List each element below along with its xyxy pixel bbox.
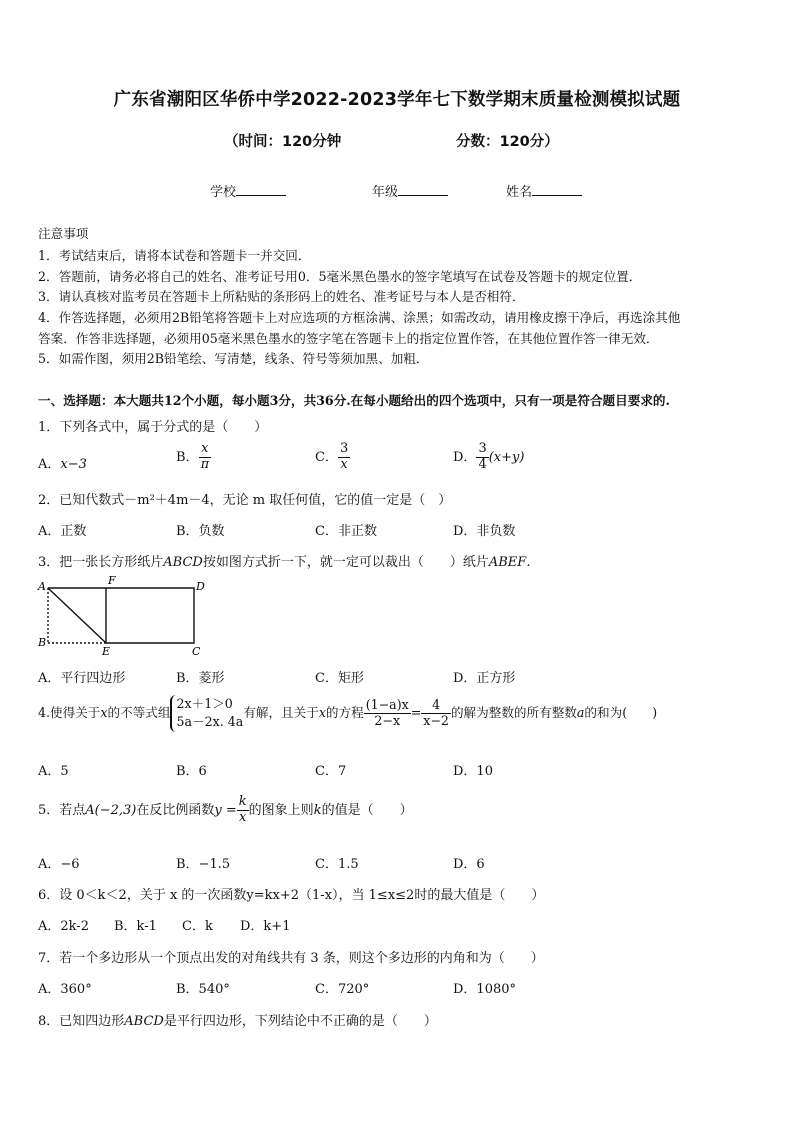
fold-diagonal-ae: [48, 588, 106, 643]
q5-option-b: B．−1.5: [176, 857, 231, 872]
note-item: 3．请认真核对监考员在答题卡上所粘贴的条形码上的姓名、准考证号与本人是否相符．: [38, 289, 525, 304]
q6-option-a: A．2k-2: [38, 919, 89, 934]
grade-blank: [398, 183, 448, 196]
q2-option-d: D．非负数: [453, 524, 516, 539]
q5-option-c: C．1.5: [315, 857, 359, 872]
note-item: 4．作答选择题，必须用2B铅笔将答题卡上对应选项的方框涂满、涂黑；如需改动，请用橡皮擦干净后，再选涂其他: [38, 310, 681, 325]
rect-outline: [48, 588, 194, 643]
q5-option-d: D．6: [453, 857, 485, 872]
label-a: A: [38, 580, 46, 593]
q2-option-b: B．负数: [176, 524, 225, 539]
q7-option-c: C．720°: [315, 982, 370, 997]
notes-heading: 注意事项: [38, 226, 89, 241]
q3-option-d: D．正方形: [453, 671, 516, 686]
q1-option-c: C． $\frac{3}{x}$: [315, 441, 349, 472]
q4-option-d: D．10: [453, 764, 493, 779]
inequality-system: 2x＋1＞0 5a－2x. 4a: [170, 695, 243, 732]
q7-option-b: B．540°: [176, 982, 230, 997]
q7-stem: 7．若一个多边形从一个顶点出发的对角线共有 3 条，则这个多边形的内角和为（ ）: [38, 951, 544, 966]
q4-stem: 4.使得关于x的不等式组 2x＋1＞0 5a－2x. 4a 有解，且关于x的方程 $\frac{(1-a)x}{2-x}$ = $\frac{4}{x-2}$ 的解为整数的所有整数a的和为( ): [38, 695, 657, 732]
q6-option-d: D．k+1: [240, 919, 291, 934]
q4-option-c: C．7: [315, 764, 347, 779]
q1-option-b: B． $\frac{x}{\pi}$: [176, 441, 210, 472]
name-label: 姓名: [506, 185, 533, 200]
name-field: [506, 181, 582, 200]
exam-time: （时间：120分钟: [224, 134, 342, 150]
school-label: 学校: [210, 185, 237, 200]
q7-option-d: D．1080°: [453, 982, 517, 997]
q4-option-a: A．5: [38, 764, 69, 779]
note-item: 1．考试结束后，请将本试卷和答题卡一并交回．: [38, 248, 311, 263]
q3-figure: [34, 576, 210, 656]
grade-label: 年级: [372, 185, 399, 200]
q1-option-d: D． $\frac{3}{4}$ (x+y): [453, 441, 525, 472]
school-field: [210, 181, 286, 200]
q2-option-c: C．非正数: [315, 524, 377, 539]
q3-option-c: C．矩形: [315, 671, 364, 686]
exam-score: 分数：120分）: [456, 134, 559, 150]
q5-stem: 5．若点A(−2,3)在反比例函数y = $\frac{k}{x}$ 的图象上则k的值是（ ）: [38, 794, 413, 825]
q6-option-c: C．k: [182, 919, 213, 934]
grade-field: [372, 181, 448, 200]
q1-option-a: A．x−3: [38, 457, 87, 472]
q2-stem: 2．已知代数式－m²＋4m－4，无论 m 取任何值，它的值一定是（ ）: [38, 493, 452, 508]
exam-title: 广东省潮阳区华侨中学2022-2023学年七下数学期末质量检测模拟试题: [113, 90, 681, 110]
school-blank: [236, 183, 286, 196]
note-item: 2．答题前，请务必将自己的姓名、准考证号用0．5毫米黑色墨水的签字笔填写在试卷及答题卡的规定位置．: [38, 269, 642, 284]
q3-stem: 3．把一张长方形纸片ABCD按如图方式折一下，就一定可以裁出（ ）纸片ABEF.: [38, 555, 531, 570]
q1-stem: 1．下列各式中，属于分式的是（ ）: [38, 420, 268, 435]
label-d: D: [196, 580, 205, 593]
label-c: C: [192, 645, 201, 656]
label-b: B: [38, 636, 47, 649]
q3-option-b: B．菱形: [176, 671, 225, 686]
note-item: 5．如需作图，须用2B铅笔绘、写清楚，线条、符号等须加黑、加粗．: [38, 351, 429, 366]
q7-option-a: A．360°: [38, 982, 92, 997]
label-e: E: [102, 645, 111, 656]
q3-option-a: A．平行四边形: [38, 671, 126, 686]
note-item: 答案．作答非选择题，必须用05毫米黑色墨水的签字笔在答题卡上的指定位置作答，在其他位置作答一律无效．: [38, 331, 659, 346]
name-blank: [532, 183, 582, 196]
q8-stem: 8．已知四边形ABCD是平行四边形，下列结论中不正确的是（ ）: [38, 1014, 437, 1029]
q5-option-a: A．−6: [38, 857, 80, 872]
q4-option-b: B．6: [176, 764, 207, 779]
q2-option-a: A．正数: [38, 524, 87, 539]
q6-option-b: B．k-1: [114, 919, 157, 934]
section-heading: 一、选择题：本大题共12个小题，每小题3分，共36分.在每小题给出的四个选项中，只有一项是符合题目要求的.: [38, 393, 670, 408]
q6-stem: 6．设 0＜k＜2，关于 x 的一次函数y=kx+2（1-x），当 1≤x≤2时的最大值是（ ）: [38, 888, 545, 903]
label-f: F: [108, 576, 116, 587]
